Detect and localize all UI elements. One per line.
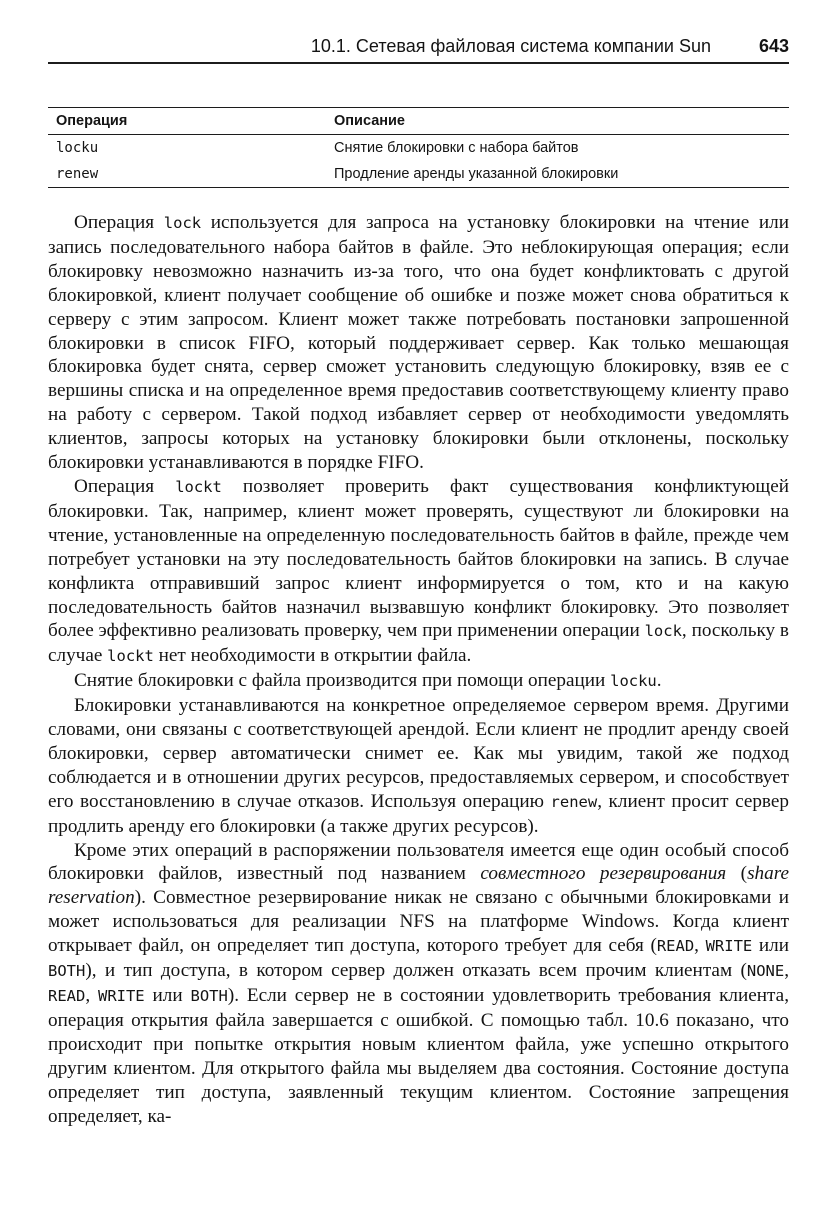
table-row <box>48 135 789 162</box>
table-header-row <box>48 108 789 135</box>
paragraph: Операция lockt позволяет проверить факт существования конфликтующей блокировки. Так, например, клиент может проверять, существуют ли блокировки на чтение, установленные на определенную последовательность байтов в файле, прежде чем потребует установки на эту последовательность байтов блокировки на запись. В случае конфликта отправивший запрос клиент информируется о том, кто и на какую последовательность байтов назначил вызвавшую конфликт блокировку. Это позволяет более эффективно реализовать проверку, чем при применении операции lock, поскольку в случае lockt нет необходимости в открытии файла. <box>48 475 789 667</box>
inline-code: READ <box>48 987 86 1005</box>
paragraph: Кроме этих операций в распоряжении пользователя имеется еще один особый способ блокировки файлов, известный под названием совместного резервирования (share reservation). Совместное резервирование никак не связано с обычными блокировками и может использоваться для реализации NFS на платформе Windows. Когда клиент открывает файл, он определяет тип доступа, которого требует для себя (READ, WRITE или BOTH), и тип доступа, в котором сервер должен отказать всем прочим клиентам (NONE, READ, WRITE или BOTH). Если сервер не в состоянии удовлетворить требования клиента, операция открытия файла завершается с ошибкой. С помощью табл. 10.6 показано, что происходит при попытке открытия новым клиентом файла, уже успешно открытого другим клиентом. Для открытого файла мы выделяем два состояния. Состояние доступа определяет тип доступа, заявленный текущим клиентом. Состояние запрещения определяет, ка- <box>48 839 789 1127</box>
inline-code: lockt <box>175 477 222 496</box>
inline-code: lock <box>163 214 202 232</box>
table-row <box>48 161 789 188</box>
inline-code: WRITE <box>705 937 753 956</box>
paragraph: Блокировки устанавливаются на конкретное определяемое сервером время. Другими словами, они связаны с соответствующей арендой. Если клиент не продлит аренду своей блокировки, сервер автоматически снимет ее. Как мы увидим, такой же подход соблюдается и в отношении других ресурсов, предоставляемых сервером, и способствует его восстановлению в случае отказов. Используя операцию renew, клиент просит сервер продлить аренду его блокировки (а также других ресурсов). <box>48 695 789 837</box>
running-header <box>48 36 789 64</box>
inline-code: READ <box>656 937 695 956</box>
paragraph: Операция lock используется для запроса на установку блокировки на чтение или запись последовательного набора байтов в файле. Это неблокирующая операция; если блокировку невозможно назначить из-за того, что она будет конфликтовать с другой блокировкой, клиент получает сообщение об ошибке и позже может снова обратиться к серверу с этим запросом. Клиент может также потребовать постановки запрошенной блокировки в список FIFO, который поддерживает сервер. Как только мешающая блокировка будет снята, сервер сможет установить следующую блокировку, взяв ее с вершины списка и на определенное время предоставив соответствующему клиенту право на работу с сервером. Такой подход избавляет сервер от необходимости уведомлять клиентов, запросы которых на установку блокировки были отклонены, поскольку блокировки устанавливаются в порядке FIFO. <box>48 212 789 474</box>
inline-code: renew <box>550 792 598 811</box>
italic-term: share reservation <box>48 863 789 909</box>
column-header-operation: Операция <box>56 113 128 129</box>
inline-code: lock <box>644 622 682 641</box>
inline-code: BOTH <box>48 962 86 981</box>
operation-cell: locku <box>56 140 99 156</box>
paragraph: Снятие блокировки с файла производится при помощи операции locku. <box>74 670 662 692</box>
inline-code: NONE <box>746 962 785 981</box>
operation-cell: renew <box>56 166 99 182</box>
description-cell: Снятие блокировки с набора байтов <box>334 140 579 156</box>
page-number: 643 <box>758 36 789 56</box>
inline-code: lockt <box>107 647 154 666</box>
body-text <box>48 211 789 1128</box>
column-header-description: Описание <box>334 113 405 129</box>
italic-term: совместного резервирования <box>480 863 727 885</box>
operations-table <box>48 107 789 188</box>
inline-code: locku <box>610 672 657 691</box>
inline-code: BOTH <box>190 987 228 1005</box>
description-cell: Продление аренды указанной блокировки <box>334 166 619 182</box>
chapter-title: 10.1. Сетевая файловая система компании Sun <box>310 36 711 56</box>
inline-code: WRITE <box>97 987 145 1005</box>
